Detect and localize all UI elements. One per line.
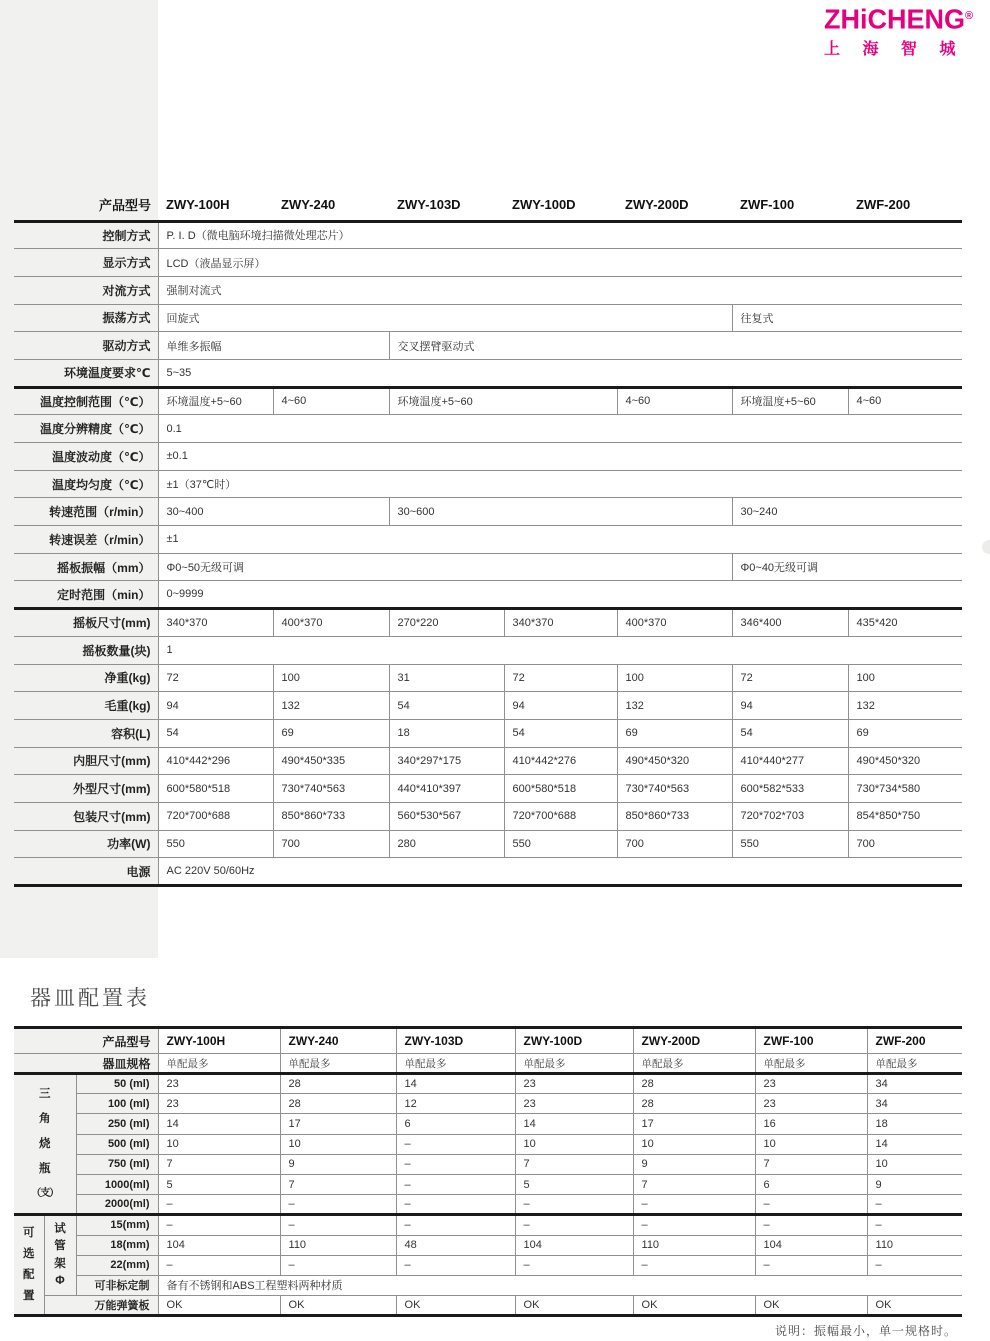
flask-count-value: –: [867, 1195, 962, 1215]
flask-count-value: 17: [633, 1114, 755, 1134]
tube-count-value: –: [633, 1255, 755, 1275]
flask-count-value: 10: [515, 1134, 633, 1154]
flask-count-value: –: [280, 1195, 396, 1215]
flask-group-label: 三 角 烧 瓶 （支）: [14, 1074, 76, 1215]
spec-row-label: 容积(L): [14, 719, 158, 747]
spec-value: 490*450*320: [617, 747, 732, 775]
footnote: 说明：振幅最小，单一规格时。: [774, 1324, 957, 1338]
flask-count-value: 6: [755, 1174, 867, 1194]
vessel-spec-label: 器皿规格: [14, 1054, 158, 1074]
vessel-spec-value: 单配最多: [755, 1054, 867, 1074]
spec-row-label: 外型尺寸(mm): [14, 775, 158, 803]
spring-plate-value: OK: [633, 1296, 755, 1316]
spec-value: 54: [732, 719, 848, 747]
spec-value: ±0.1: [158, 443, 962, 471]
spec-value: 435*420: [848, 609, 962, 637]
flask-count-value: 10: [867, 1154, 962, 1174]
spec-value: 700: [273, 830, 389, 858]
tube-count-value: –: [158, 1255, 280, 1275]
model-header: ZWY-240: [280, 1028, 396, 1054]
spec-value: 550: [158, 830, 273, 858]
flask-count-value: 9: [633, 1154, 755, 1174]
spec-value: 600*582*533: [732, 775, 848, 803]
spec-value: 400*370: [617, 609, 732, 637]
spec-row-label: 温度控制范围（℃）: [14, 387, 158, 415]
spec-value: 410*440*277: [732, 747, 848, 775]
flask-count-value: 23: [515, 1094, 633, 1114]
spec-row-label: 温度波动度（℃）: [14, 443, 158, 471]
flask-count-value: 7: [515, 1154, 633, 1174]
spec-value: 730*740*563: [273, 775, 389, 803]
flask-count-value: 23: [515, 1074, 633, 1094]
spec-corner-label: 产品型号: [14, 190, 158, 221]
spec-row-label: 摇板振幅（mm）: [14, 553, 158, 581]
flask-count-value: –: [755, 1195, 867, 1215]
spec-row-label: 内胆尺寸(mm): [14, 747, 158, 775]
spec-row-label: 转速范围（r/min）: [14, 498, 158, 526]
spec-value: 132: [848, 692, 962, 720]
model-header: ZWF-100: [732, 190, 848, 221]
spec-value: 18: [389, 719, 504, 747]
tube-count-value: –: [280, 1255, 396, 1275]
tube-count-value: –: [867, 1255, 962, 1275]
spec-value: 31: [389, 664, 504, 692]
spec-value: 720*700*688: [158, 802, 273, 830]
spec-value: 72: [158, 664, 273, 692]
spec-value: 30~400: [158, 498, 389, 526]
spec-value: 往复式: [732, 304, 962, 332]
spec-row-label: 驱动方式: [14, 332, 158, 360]
spec-row-label: 转速误差（r/min）: [14, 526, 158, 554]
flask-count-value: 23: [755, 1074, 867, 1094]
flask-count-value: –: [633, 1195, 755, 1215]
spec-value: 100: [273, 664, 389, 692]
tube-count-value: –: [755, 1255, 867, 1275]
spec-value: 400*370: [273, 609, 389, 637]
model-header: ZWY-103D: [396, 1028, 515, 1054]
spec-value: 回旋式: [158, 304, 732, 332]
flask-count-value: –: [396, 1174, 515, 1194]
flask-count-value: 6: [396, 1114, 515, 1134]
spec-row-label: 净重(kg): [14, 664, 158, 692]
tube-size-label: 15(mm): [76, 1215, 158, 1235]
spec-value: 环境温度+5~60: [158, 387, 273, 415]
flask-size-label: 1000(ml): [76, 1174, 158, 1194]
spec-value: 410*442*276: [504, 747, 617, 775]
model-header: ZWY-100D: [504, 190, 617, 221]
flask-count-value: 34: [867, 1074, 962, 1094]
spec-row-label: 摇板数量(块): [14, 636, 158, 664]
spec-value: 30~240: [732, 498, 962, 526]
flask-count-value: 10: [158, 1134, 280, 1154]
spec-row-label: 包装尺寸(mm): [14, 802, 158, 830]
tube-count-value: –: [396, 1255, 515, 1275]
spec-value: 1: [158, 636, 962, 664]
tube-count-value: –: [755, 1215, 867, 1235]
spec-value: 100: [617, 664, 732, 692]
spec-row-label: 定时范围（min）: [14, 581, 158, 609]
spec-row-label: 温度均匀度（℃）: [14, 470, 158, 498]
flask-count-value: 10: [280, 1134, 396, 1154]
tube-count-value: –: [396, 1215, 515, 1235]
spec-value: 54: [158, 719, 273, 747]
spec-value: 54: [389, 692, 504, 720]
spec-value: 69: [617, 719, 732, 747]
spec-value: 854*850*750: [848, 802, 962, 830]
tube-count-value: 104: [515, 1235, 633, 1255]
flask-count-value: 18: [867, 1114, 962, 1134]
vessel-spec-value: 单配最多: [158, 1054, 280, 1074]
spec-value: Φ0~50无级可调: [158, 553, 732, 581]
flask-count-value: –: [396, 1195, 515, 1215]
flask-count-value: 7: [280, 1174, 396, 1194]
spec-row-label: 显示方式: [14, 249, 158, 277]
spec-row-label: 摇板尺寸(mm): [14, 609, 158, 637]
flask-size-label: 500 (ml): [76, 1134, 158, 1154]
spec-value: 94: [504, 692, 617, 720]
tube-count-value: 110: [867, 1235, 962, 1255]
spec-value: 346*400: [732, 609, 848, 637]
flask-count-value: 14: [158, 1114, 280, 1134]
flask-count-value: 28: [280, 1074, 396, 1094]
brand-subtitle: 上 海 智 城: [824, 41, 965, 58]
spec-value: 4~60: [617, 387, 732, 415]
spec-value: 132: [617, 692, 732, 720]
spec-table-body: [14, 190, 962, 886]
spec-row-label: 毛重(kg): [14, 692, 158, 720]
tube-count-value: 48: [396, 1235, 515, 1255]
custom-option-value: 备有不锈钢和ABS工程塑料两种材质: [158, 1275, 962, 1295]
spec-value: 单维多振幅: [158, 332, 389, 360]
spec-value: 700: [617, 830, 732, 858]
spec-value: 30~600: [389, 498, 732, 526]
tube-count-value: –: [280, 1215, 396, 1235]
spec-row-label: 控制方式: [14, 221, 158, 249]
flask-count-value: 28: [633, 1074, 755, 1094]
flask-size-label: 2000(ml): [76, 1195, 158, 1215]
config-table-title: 器皿配置表: [30, 987, 150, 1010]
config-corner-label: 产品型号: [14, 1028, 158, 1054]
tube-count-value: 104: [158, 1235, 280, 1255]
flask-count-value: 23: [158, 1074, 280, 1094]
brand-logo: [824, 3, 974, 59]
tube-count-value: –: [515, 1255, 633, 1275]
flask-count-value: 7: [755, 1154, 867, 1174]
flask-count-value: 9: [867, 1174, 962, 1194]
spec-value: 280: [389, 830, 504, 858]
spec-value: 730*740*563: [617, 775, 732, 803]
spec-row-label: 对流方式: [14, 276, 158, 304]
vessel-spec-value: 单配最多: [633, 1054, 755, 1074]
flask-count-value: –: [158, 1195, 280, 1215]
spec-value: P. I. D（微电脑环境扫描微处理芯片）: [158, 221, 962, 249]
spec-value: 交叉摆臂驱动式: [389, 332, 962, 360]
tube-size-label: 22(mm): [76, 1255, 158, 1275]
spring-plate-value: OK: [280, 1296, 396, 1316]
spec-value: 69: [273, 719, 389, 747]
model-header: ZWF-100: [755, 1028, 867, 1054]
tube-count-value: –: [158, 1215, 280, 1235]
flask-size-label: 250 (ml): [76, 1114, 158, 1134]
spec-value: 410*442*296: [158, 747, 273, 775]
tube-count-value: –: [867, 1215, 962, 1235]
spec-table: [14, 190, 962, 887]
spec-value: 270*220: [389, 609, 504, 637]
brand-wordmark: [824, 5, 974, 33]
spec-value: 490*450*335: [273, 747, 389, 775]
spec-value: 700: [848, 830, 962, 858]
spec-value: 72: [732, 664, 848, 692]
spec-value: 850*860*733: [617, 802, 732, 830]
tube-count-value: –: [633, 1215, 755, 1235]
flask-count-value: 34: [867, 1094, 962, 1114]
spring-plate-label: 万能弹簧板: [44, 1296, 158, 1316]
config-table-body: [14, 1028, 962, 1316]
model-header: ZWY-240: [273, 190, 389, 221]
flask-count-value: 14: [515, 1114, 633, 1134]
model-header: ZWY-100D: [515, 1028, 633, 1054]
vessel-spec-value: 单配最多: [867, 1054, 962, 1074]
spring-plate-value: OK: [515, 1296, 633, 1316]
vessel-spec-value: 单配最多: [396, 1054, 515, 1074]
flask-count-value: 23: [755, 1094, 867, 1114]
spec-value: 5~35: [158, 359, 962, 387]
spec-value: 0~9999: [158, 581, 962, 609]
spec-value: 环境温度+5~60: [389, 387, 617, 415]
brand-text: ZHiCHENG: [824, 3, 965, 35]
spec-value: 340*370: [158, 609, 273, 637]
flask-count-value: 14: [396, 1074, 515, 1094]
spring-plate-value: OK: [755, 1296, 867, 1316]
spec-value: 4~60: [848, 387, 962, 415]
spec-value: 600*580*518: [504, 775, 617, 803]
spec-value: 440*410*397: [389, 775, 504, 803]
spec-value: 4~60: [273, 387, 389, 415]
flask-size-label: 750 (ml): [76, 1154, 158, 1174]
flask-count-value: 5: [515, 1174, 633, 1194]
page-edge-mark: [982, 540, 990, 554]
flask-count-value: 14: [867, 1134, 962, 1154]
flask-count-value: 7: [633, 1174, 755, 1194]
flask-count-value: 10: [755, 1134, 867, 1154]
model-header: ZWY-103D: [389, 190, 504, 221]
spec-value: AC 220V 50/60Hz: [158, 858, 962, 886]
spec-value: 54: [504, 719, 617, 747]
tube-count-value: 110: [280, 1235, 396, 1255]
spec-value: 94: [158, 692, 273, 720]
spec-row-label: 环境温度要求℃: [14, 359, 158, 387]
spec-value: 560*530*567: [389, 802, 504, 830]
spec-value: 环境温度+5~60: [732, 387, 848, 415]
flask-count-value: –: [396, 1154, 515, 1174]
flask-count-value: 9: [280, 1154, 396, 1174]
spec-value: 69: [848, 719, 962, 747]
tube-size-label: 18(mm): [76, 1235, 158, 1255]
flask-count-value: –: [396, 1134, 515, 1154]
tube-rack-group-label: 试 管 架 Φ: [44, 1215, 76, 1296]
model-header: ZWY-100H: [158, 1028, 280, 1054]
flask-count-value: 5: [158, 1174, 280, 1194]
spec-row-label: 功率(W): [14, 830, 158, 858]
tube-count-value: 104: [755, 1235, 867, 1255]
spring-plate-value: OK: [867, 1296, 962, 1316]
spec-value: 72: [504, 664, 617, 692]
spec-value: 720*700*688: [504, 802, 617, 830]
spec-value: 720*702*703: [732, 802, 848, 830]
spec-value: 340*297*175: [389, 747, 504, 775]
spec-value: 132: [273, 692, 389, 720]
model-header: ZWY-100H: [158, 190, 273, 221]
spring-plate-value: OK: [396, 1296, 515, 1316]
flask-count-value: 12: [396, 1094, 515, 1114]
vessel-spec-value: 单配最多: [280, 1054, 396, 1074]
spec-value: 94: [732, 692, 848, 720]
spec-row-label: 电源: [14, 858, 158, 886]
spec-value: 340*370: [504, 609, 617, 637]
spec-value: 550: [504, 830, 617, 858]
spec-value: 强制对流式: [158, 276, 962, 304]
flask-count-value: 23: [158, 1094, 280, 1114]
flask-size-label: 100 (ml): [76, 1094, 158, 1114]
spec-value: Φ0~40无级可调: [732, 553, 962, 581]
flask-size-label: 50 (ml): [76, 1074, 158, 1094]
spec-value: 100: [848, 664, 962, 692]
spec-value: LCD（液晶显示屏）: [158, 249, 962, 277]
flask-count-value: 17: [280, 1114, 396, 1134]
custom-option-label: 可非标定制: [76, 1275, 158, 1295]
model-header: ZWF-200: [867, 1028, 962, 1054]
tube-count-value: –: [515, 1215, 633, 1235]
flask-count-value: 28: [633, 1094, 755, 1114]
spec-value: 730*734*580: [848, 775, 962, 803]
config-table: [14, 1026, 962, 1317]
tube-count-value: 110: [633, 1235, 755, 1255]
registered-mark-icon: ®: [965, 9, 974, 23]
flask-count-value: 10: [633, 1134, 755, 1154]
spec-value: 600*580*518: [158, 775, 273, 803]
model-header: ZWY-200D: [633, 1028, 755, 1054]
flask-count-value: 7: [158, 1154, 280, 1174]
spec-row-label: 振荡方式: [14, 304, 158, 332]
vessel-spec-value: 单配最多: [515, 1054, 633, 1074]
model-header: ZWF-200: [848, 190, 962, 221]
spec-value: 0.1: [158, 415, 962, 443]
spec-row-label: 温度分辨精度（℃）: [14, 415, 158, 443]
spring-plate-value: OK: [158, 1296, 280, 1316]
spec-value: 550: [732, 830, 848, 858]
spec-value: ±1: [158, 526, 962, 554]
spec-value: 490*450*320: [848, 747, 962, 775]
flask-count-value: 28: [280, 1094, 396, 1114]
optional-group-label: 可 选 配 置: [14, 1215, 44, 1316]
flask-count-value: 16: [755, 1114, 867, 1134]
flask-count-value: –: [515, 1195, 633, 1215]
spec-value: 850*860*733: [273, 802, 389, 830]
spec-value: ±1（37℃时）: [158, 470, 962, 498]
model-header: ZWY-200D: [617, 190, 732, 221]
